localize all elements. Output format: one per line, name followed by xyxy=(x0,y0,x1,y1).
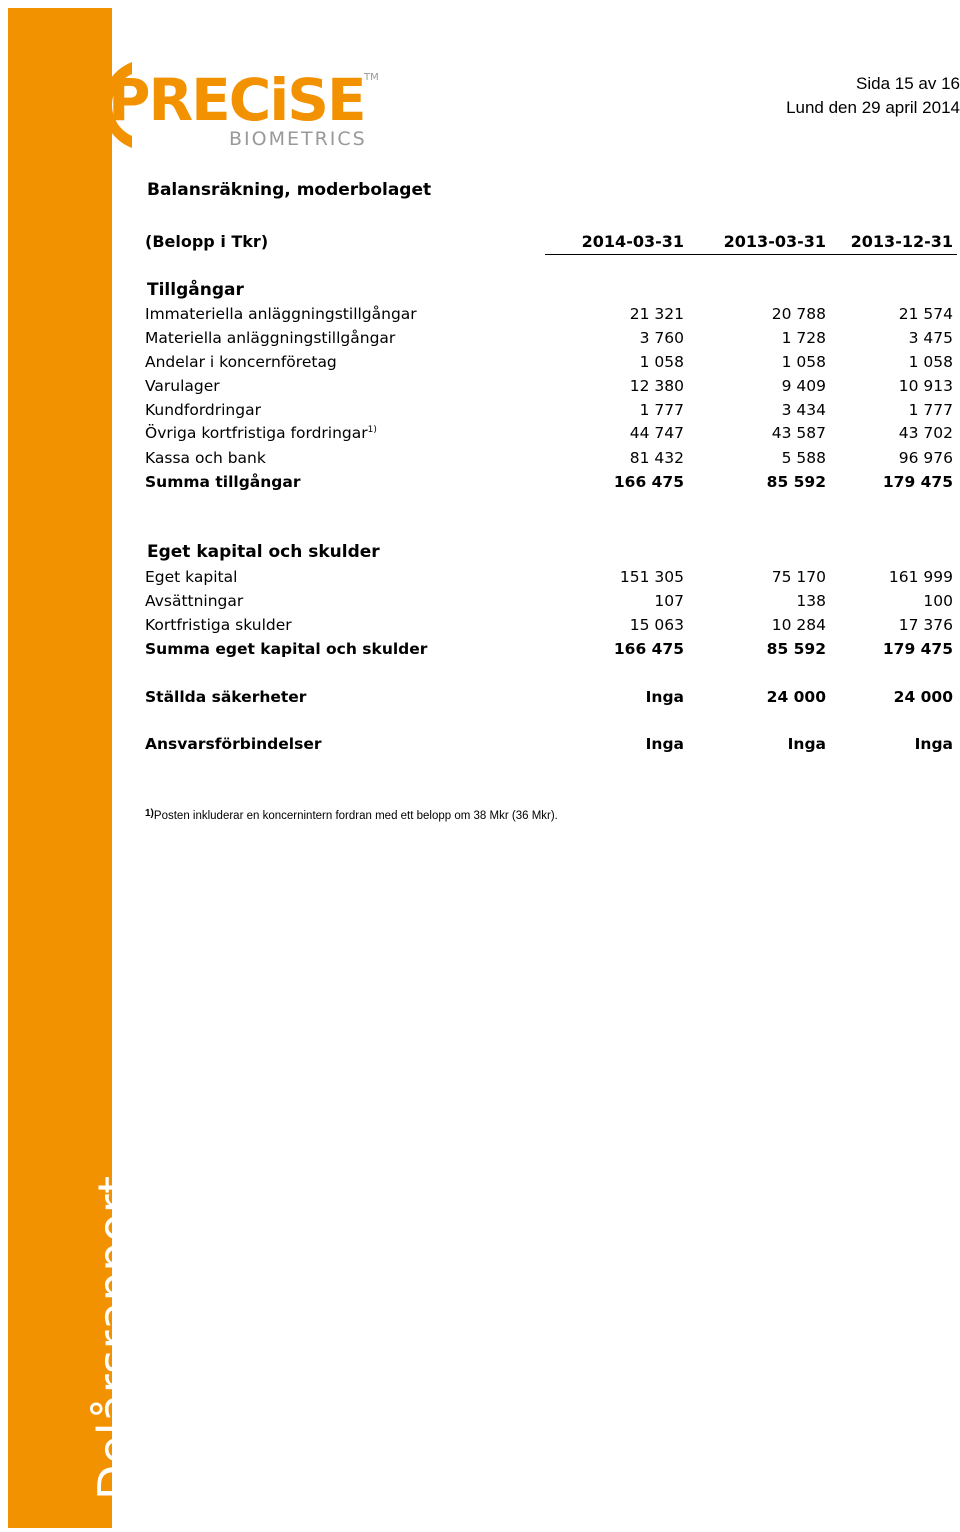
sidebar-label: Delårsrapport xyxy=(88,1175,142,1500)
col-2013-12-31: 2013-12-31 xyxy=(850,232,953,251)
value: 85 592 xyxy=(766,640,826,658)
value: 81 432 xyxy=(629,449,684,467)
table-row xyxy=(145,568,957,590)
value: 179 475 xyxy=(882,473,953,491)
value: 24 000 xyxy=(766,688,826,706)
row-label: Materiella anläggningstillgångar xyxy=(145,329,396,347)
value: 15 063 xyxy=(629,616,684,634)
value: 3 760 xyxy=(639,329,684,347)
value: 12 380 xyxy=(629,377,684,395)
row-label: Övriga kortfristiga fordringar$^{1)}$ xyxy=(145,424,377,442)
value: 3 475 xyxy=(908,329,953,347)
row-label: Varulager xyxy=(145,377,220,395)
svg-text:BIOMETRICS: BIOMETRICS xyxy=(229,128,367,150)
value: Inga xyxy=(645,735,684,753)
precise-biometrics-logo xyxy=(72,58,392,154)
total-row xyxy=(145,640,957,662)
total-label: Summa eget kapital och skulder xyxy=(145,640,428,658)
footnote xyxy=(145,808,558,822)
table-row xyxy=(145,449,957,471)
row-label: Kassa och bank xyxy=(145,449,266,467)
col-2013-03-31: 2013-03-31 xyxy=(723,232,826,251)
column-header xyxy=(145,232,957,256)
footnote-ref: 1) xyxy=(367,425,377,435)
value: 179 475 xyxy=(882,640,953,658)
value: 138 xyxy=(796,592,826,610)
value: Inga xyxy=(914,735,953,753)
footnote-mark: 1) xyxy=(145,808,154,819)
row-label: Kundfordringar xyxy=(145,401,261,419)
table-row xyxy=(145,377,957,399)
page-header xyxy=(786,72,960,120)
value: Inga xyxy=(645,688,684,706)
row-label: Immateriella anläggningstillgångar xyxy=(145,305,417,323)
table-row xyxy=(145,353,957,375)
total-row xyxy=(145,473,957,495)
value: 17 376 xyxy=(898,616,953,634)
contingent-row xyxy=(145,735,957,757)
value: 1 058 xyxy=(781,353,826,371)
svg-text:PRECiSE: PRECiSE xyxy=(108,66,365,134)
value: 1 777 xyxy=(908,401,953,419)
equity-title: Eget kapital och skulder xyxy=(147,542,380,562)
value: 151 305 xyxy=(619,568,684,586)
col-2014-03-31: 2014-03-31 xyxy=(581,232,684,251)
table-row xyxy=(145,616,957,638)
row-label: Kortfristiga skulder xyxy=(145,616,292,634)
value: 161 999 xyxy=(888,568,953,586)
header-rule xyxy=(545,254,957,255)
page-number: Sida 15 av 16 xyxy=(856,74,960,93)
value: 21 321 xyxy=(629,305,684,323)
value: 107 xyxy=(654,592,684,610)
table-row xyxy=(145,424,957,446)
value: 44 747 xyxy=(629,424,684,442)
assets-title: Tillgångar xyxy=(147,280,244,300)
value: 43 587 xyxy=(771,424,826,442)
table-row xyxy=(145,592,957,614)
value: 9 409 xyxy=(781,377,826,395)
table-row xyxy=(145,305,957,327)
value: 21 574 xyxy=(898,305,953,323)
row-label: Eget kapital xyxy=(145,568,238,586)
report-date: Lund den 29 april 2014 xyxy=(786,98,960,117)
table-row xyxy=(145,329,957,351)
value: 1 777 xyxy=(639,401,684,419)
row-label: Ansvarsförbindelser xyxy=(145,735,322,753)
total-label: Summa tillgångar xyxy=(145,473,301,491)
statement-title: Balansräkning, moderbolaget xyxy=(147,180,432,200)
pledged-row xyxy=(145,688,957,710)
value: 100 xyxy=(923,592,953,610)
svg-text:TM: TM xyxy=(364,72,379,83)
row-label: Ställda säkerheter xyxy=(145,688,307,706)
value: Inga xyxy=(787,735,826,753)
value: 43 702 xyxy=(898,424,953,442)
value: 3 434 xyxy=(781,401,826,419)
unit-label: (Belopp i Tkr) xyxy=(145,232,269,251)
value: 24 000 xyxy=(893,688,953,706)
value: 166 475 xyxy=(613,640,684,658)
value: 10 913 xyxy=(898,377,953,395)
footnote-text: Posten inkluderar en koncernintern fordran med ett belopp om 38 Mkr (36 Mkr). xyxy=(153,810,558,822)
value: 20 788 xyxy=(771,305,826,323)
value: 5 588 xyxy=(781,449,826,467)
value: 85 592 xyxy=(766,473,826,491)
table-row xyxy=(145,401,957,423)
value: 10 284 xyxy=(771,616,826,634)
value: 96 976 xyxy=(898,449,953,467)
value: 1 058 xyxy=(908,353,953,371)
row-label: Avsättningar xyxy=(145,592,244,610)
value: 166 475 xyxy=(613,473,684,491)
value: 1 058 xyxy=(639,353,684,371)
value: 75 170 xyxy=(771,568,826,586)
value: 1 728 xyxy=(781,329,826,347)
row-label: Andelar i koncernföretag xyxy=(145,353,337,371)
